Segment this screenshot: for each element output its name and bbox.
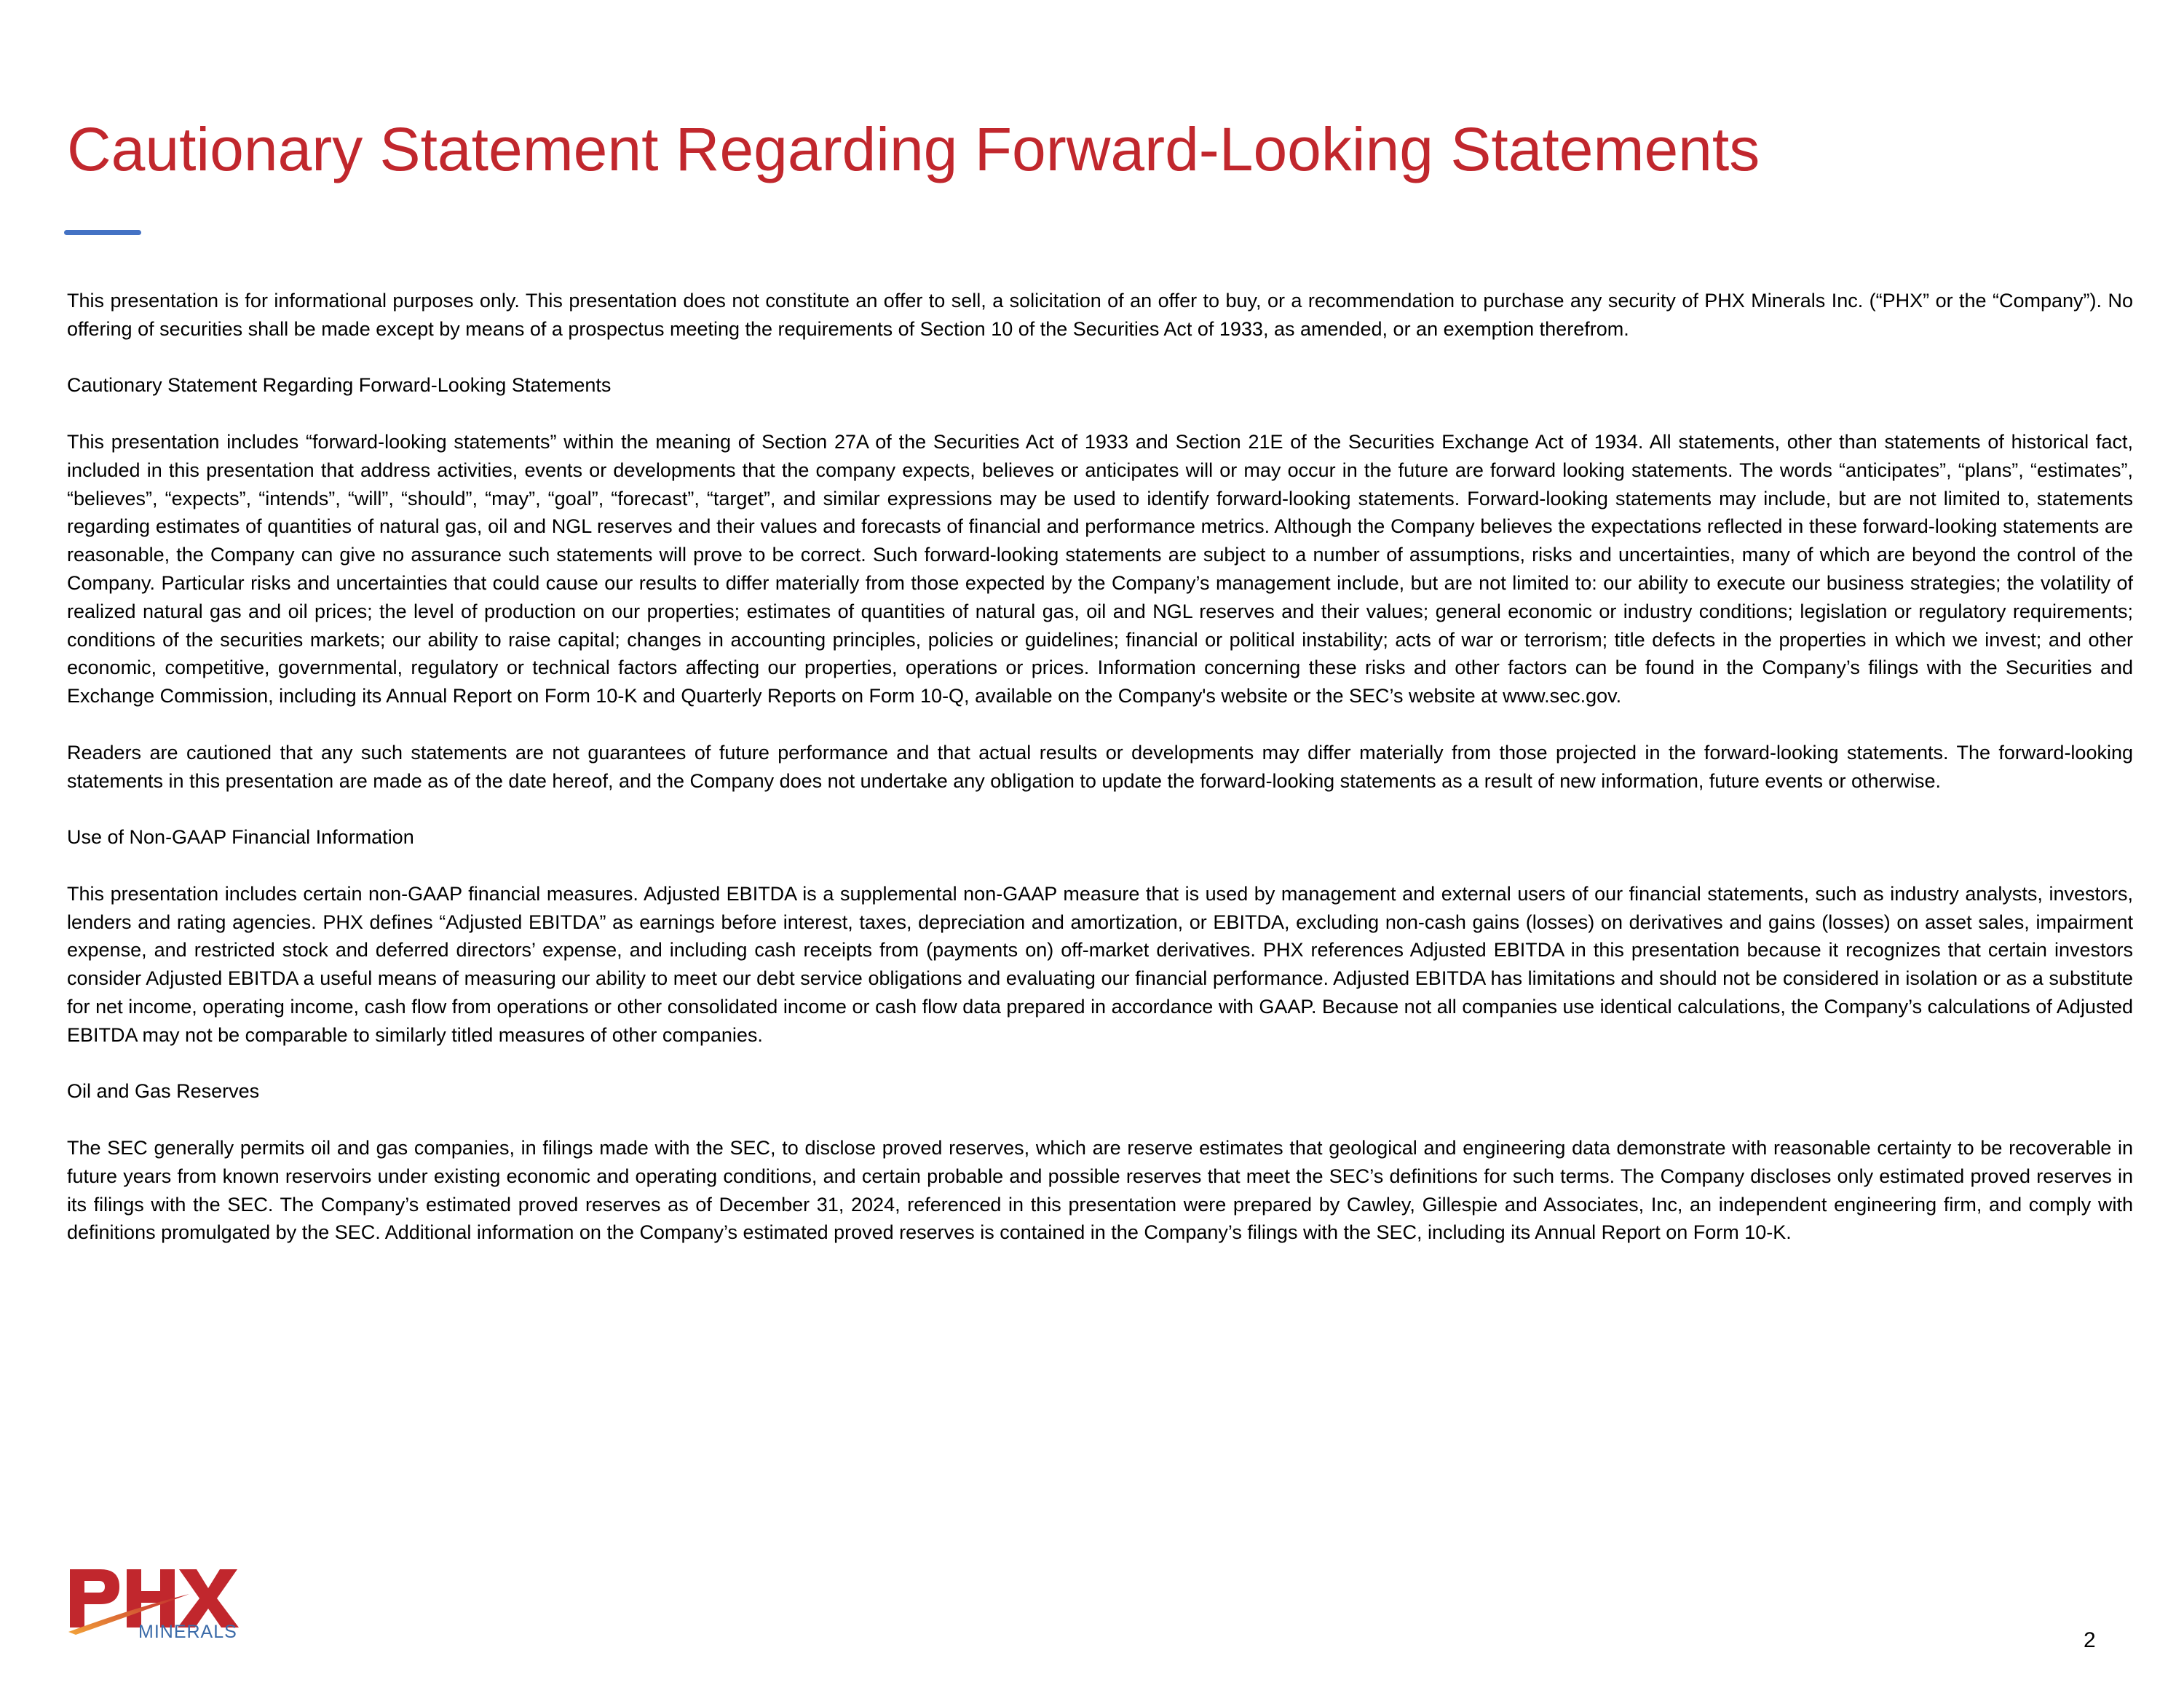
paragraph-reserves: The SEC generally permits oil and gas companies, in filings made with the SEC, to disclose proved reserves, which are reserve estimates that geological and engineering data demonstrate with reasonable certainty to be recoverable in future years from known reservoirs under existing economic and operating conditions, and certain probable and possible reserves that meet the SEC’s definitions for such terms. The Company discloses only estimated proved reserves in its filings with the SEC. The Company’s estimated proved reserves as of December 31, 2024, referenced in this presentation were prepared by Cawley, Gillespie and Associates, Inc, an independent engineering firm, and comply with definitions promulgated by the SEC. Additional information on the Company’s estimated proved reserves is contained in the Company’s filings with the SEC, including its Annual Report on Form 10-K. [67,1136,2133,1244]
paragraph-readers-cautioned: Readers are cautioned that any such statements are not guarantees of future performance and that actual results or developments may differ materially from those projected in the forward-looking statements. The forward-looking statements in this presentation are made as of the date hereof, and the Company does not undertake any obligation to update the forward-looking statements as a result of new information, future events or otherwise. [67,741,2133,792]
paragraph-informational-purposes: This presentation is for informational purposes only. This presentation does not constitute an offer to sell, a solicitation of an offer to buy, or a recommendation to purchase any security of PHX Minerals Inc. (“PHX” or the “Company”). No offering of securities shall be made except by means of a prospectus meeting the requirements of Section 10 of the Securities Act of 1933, as amended, or an exemption therefrom. [67,290,2133,340]
paragraph-non-gaap: This presentation includes certain non-GAAP financial measures. Adjusted EBITDA is a supplemental non-GAAP measure that is used by management and external users of our financial statements, such as industry analysts, investors, lenders and rating agencies. PHX defines “Adjusted EBITDA” as earnings before interest, taxes, depreciation and amortization, or EBITDA, excluding non-cash gains (losses) on derivatives and gains (losses) on asset sales, impairment expense, and restricted stock and deferred directors’ expense, and including cash receipts from (payments on) off-market derivatives. PHX references Adjusted EBITDA in this presentation because it recognizes that certain investors consider Adjusted EBITDA a useful means of measuring our ability to meet our debt service obligations and evaluating our financial performance. Adjusted EBITDA has limitations and should not be considered in isolation or as a substitute for net income, operating income, cash flow from operations or other consolidated income or cash flow data prepared in accordance with GAAP. Because not all companies use identical calculations, the Company’s calculations of Adjusted EBITDA may not be comparable to similarly titled measures of other companies. [67,882,2133,1046]
section-heading-non-gaap: Use of Non-GAAP Financial Information [67,826,414,849]
logo-subtitle: MINERALS [138,1622,237,1642]
disclaimer-body [67,287,2133,1275]
page-title: Cautionary Statement Regarding Forward-Looking Statements [67,115,1760,183]
phx-minerals-logo [66,1565,255,1645]
paragraph-forward-looking: This presentation includes “forward-looking statements” within the meaning of Section 27A of the Securities Act of 1933 and Section 21E of the Securities Exchange Act of 1934. All statements, other than statements of historical fact, included in this presentation that address activities, events or developments that the company expects, believes or anticipates will or may occur in the future are forward looking statements. The words “anticipates”, “plans”, “estimates”, “believes”, “expects”, “intends”, “will”, “should”, “may”, “goal”, “forecast”, “target”, and similar expressions may be used to identify forward-looking statements. Forward-looking statements may include, but are not limited to, statements regarding estimates of quantities of natural gas, oil and NGL reserves and their values and forecasts of financial and performance metrics. Although the Company believes the expectations reflected in these forward-looking statements are reasonable, the Company can give no assurance such statements will prove to be correct. Such forward-looking statements are subject to a number of assumptions, risks and uncertainties, many of which are beyond the control of the Company. Particular risks and uncertainties that could cause our results to differ materially from those expected by the Company’s management include, but are not limited to: our ability to execute our business strategies; the volatility of realized natural gas and oil prices; the level of production on our properties; estimates of quantities of natural gas, oil and NGL reserves and their values; general economic or industry conditions; legislation or regulatory requirements; conditions of the securities markets; our ability to raise capital; changes in accounting principles, policies or guidelines; financial or political instability; acts of war or terrorism; title defects in the properties in which we invest; and other economic, competitive, governmental, regulatory or technical factors affecting our properties, operations or prices. Information concerning these risks and other factors can be found in the Company’s filings with the Securities and Exchange Commission, including its Annual Report on Form 10-K and Quarterly Reports on Form 10-Q, available on the Company's website or the SEC’s website at www.sec.gov. [67,430,2133,707]
section-heading-forward-looking: Cautionary Statement Regarding Forward-Looking Statements [67,374,612,397]
title-accent-bar [64,230,141,235]
section-heading-reserves: Oil and Gas Reserves [67,1080,260,1103]
page-number: 2 [2084,1628,2096,1652]
